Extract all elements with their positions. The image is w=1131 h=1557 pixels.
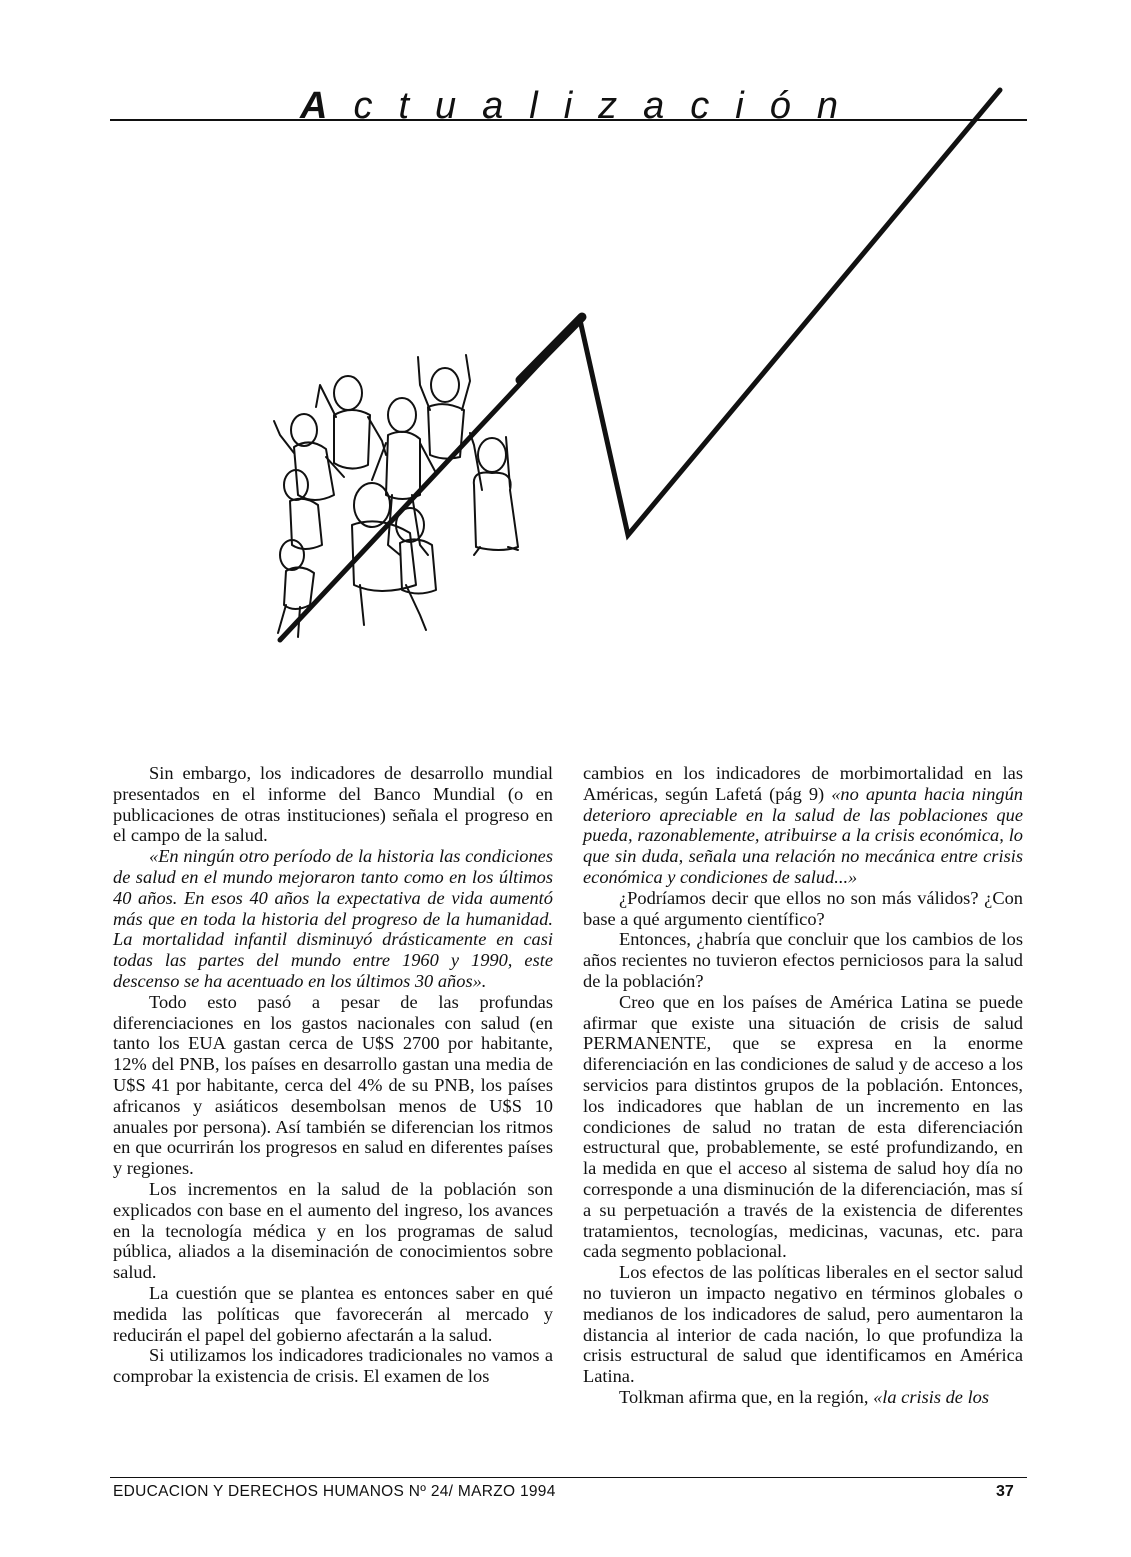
footer-journal-title: EDUCACION Y DERECHOS HUMANOS Nº 24/ MARZO 1994 [113, 1483, 556, 1500]
body-text: Tolkman afirma que, en la región, [619, 1386, 874, 1407]
paragraph [113, 992, 553, 1179]
paragraph [113, 763, 553, 846]
left-column [113, 763, 553, 1387]
paragraph [113, 846, 553, 992]
paragraph [583, 1387, 1023, 1408]
quote-text: «la crisis de los [873, 1386, 990, 1407]
quote-text: «En ningún otro período de la historia las condiciones de salud en el mundo mejoraron tanto como en los últimos 40 años. En esos 40 años la expectativa de vida aumentó más que en toda la historia del progreso de la humanidad. La mortalidad infantil disminuyó drásticamente en casi todas las partes del mundo entre 1960 y 1990, este descenso se ha acentuado en los últimos 30 años». [113, 846, 553, 991]
body-text: Creo que en los países de América Latina se puede afirmar que existe una situación de crisis de salud PERMANENTE, que se expresa en la enorme diferenciación en las condiciones de salud y de acceso a los servicios para distintos grupos de la población. Entonces, los indicadores que hablan de un incremento en las condiciones de salud no tratan de esta diferenciación estructural que, probablemente, se esté profundizando, en la medida en que el acceso al sistema de salud hoy día no corresponde a una disminución de la diferenciación, mas sí a su perpetuación a través de la existencia de diferentes tratamientos, tecnologías, medicinas, vacunas, etc. para cada segmento poblacional. [583, 991, 1023, 1262]
footer-rule [110, 1477, 1027, 1478]
body-text: Los incrementos en la salud de la población son explicados con base en el aumento del ingreso, los avances en la tecnología médica y en los programas de salud pública, aliados a la diseminación de conocimientos sobre salud. [113, 1178, 553, 1283]
people-with-rising-zigzag-graph-illustration [260, 85, 1020, 655]
paragraph [583, 888, 1023, 930]
paragraph [583, 929, 1023, 991]
quote-text: «no apunta hacia ningún deterioro apreciable en la salud de las poblaciones que pueda, razonablemente, atribuirse a la crisis económica, lo que sin duda, señala una relación no mecánica entre crisis económica y condiciones de salud...» [583, 783, 1023, 887]
paragraph [583, 992, 1023, 1262]
page-number: 37 [996, 1483, 1014, 1500]
body-text: Si utilizamos los indicadores tradicionales no vamos a comprobar la existencia de crisis. El examen de los [113, 1345, 553, 1387]
section-title-rest: ctualización [353, 85, 865, 127]
body-text: Los efectos de las políticas liberales en el sector salud no tuvieron un impacto negativo en términos globales o medianos de los indicadores de salud, pero aumentaron la distancia al interior de cada nación, lo que profundiza la crisis estructural de salud que identificamos en América Latina. [583, 1262, 1023, 1387]
section-title-initial: A [300, 85, 354, 127]
paragraph [583, 1262, 1023, 1387]
paragraph [113, 1179, 553, 1283]
body-text: Entonces, ¿habría que concluir que los cambios de los años recientes no tuvieron efectos perniciosos para la salud de la población? [583, 929, 1023, 991]
paragraph [113, 1283, 553, 1345]
body-text: La cuestión que se plantea es entonces saber en qué medida las políticas que favorecerán al mercado y reducirán el papel del gobierno afectarán a la salud. [113, 1282, 553, 1345]
body-text: ¿Podríamos decir que ellos no son más válidos? ¿Con base a qué argumento científico? [583, 887, 1023, 929]
paragraph [583, 763, 1023, 888]
body-text: Todo esto pasó a pesar de las profundas diferenciaciones en los gastos nacionales con salud (en tanto los EUA gastan cerca de U$S 2700 por habitante, 12% del PNB, los países en desarrollo gastan una media de U$S 41 por habitante, cerca del 4% de su PNB, los países africanos y asiáticos desembolsan menos de U$S 10 anuales por persona). Así también se diferencian los ritmos en que ocurrirán los progresos en salud en diferentes países y regiones. [113, 991, 553, 1179]
body-text: cambios en los indicadores de morbimortalidad en las Américas, según Lafetá (pág 9) [583, 763, 1023, 804]
right-column [583, 763, 1023, 1408]
paragraph [113, 1345, 553, 1387]
body-text: Sin embargo, los indicadores de desarrollo mundial presentados en el informe del Banco Mundial (o en publicaciones de otras instituciones) señala el progreso en el campo de la salud. [113, 763, 553, 846]
